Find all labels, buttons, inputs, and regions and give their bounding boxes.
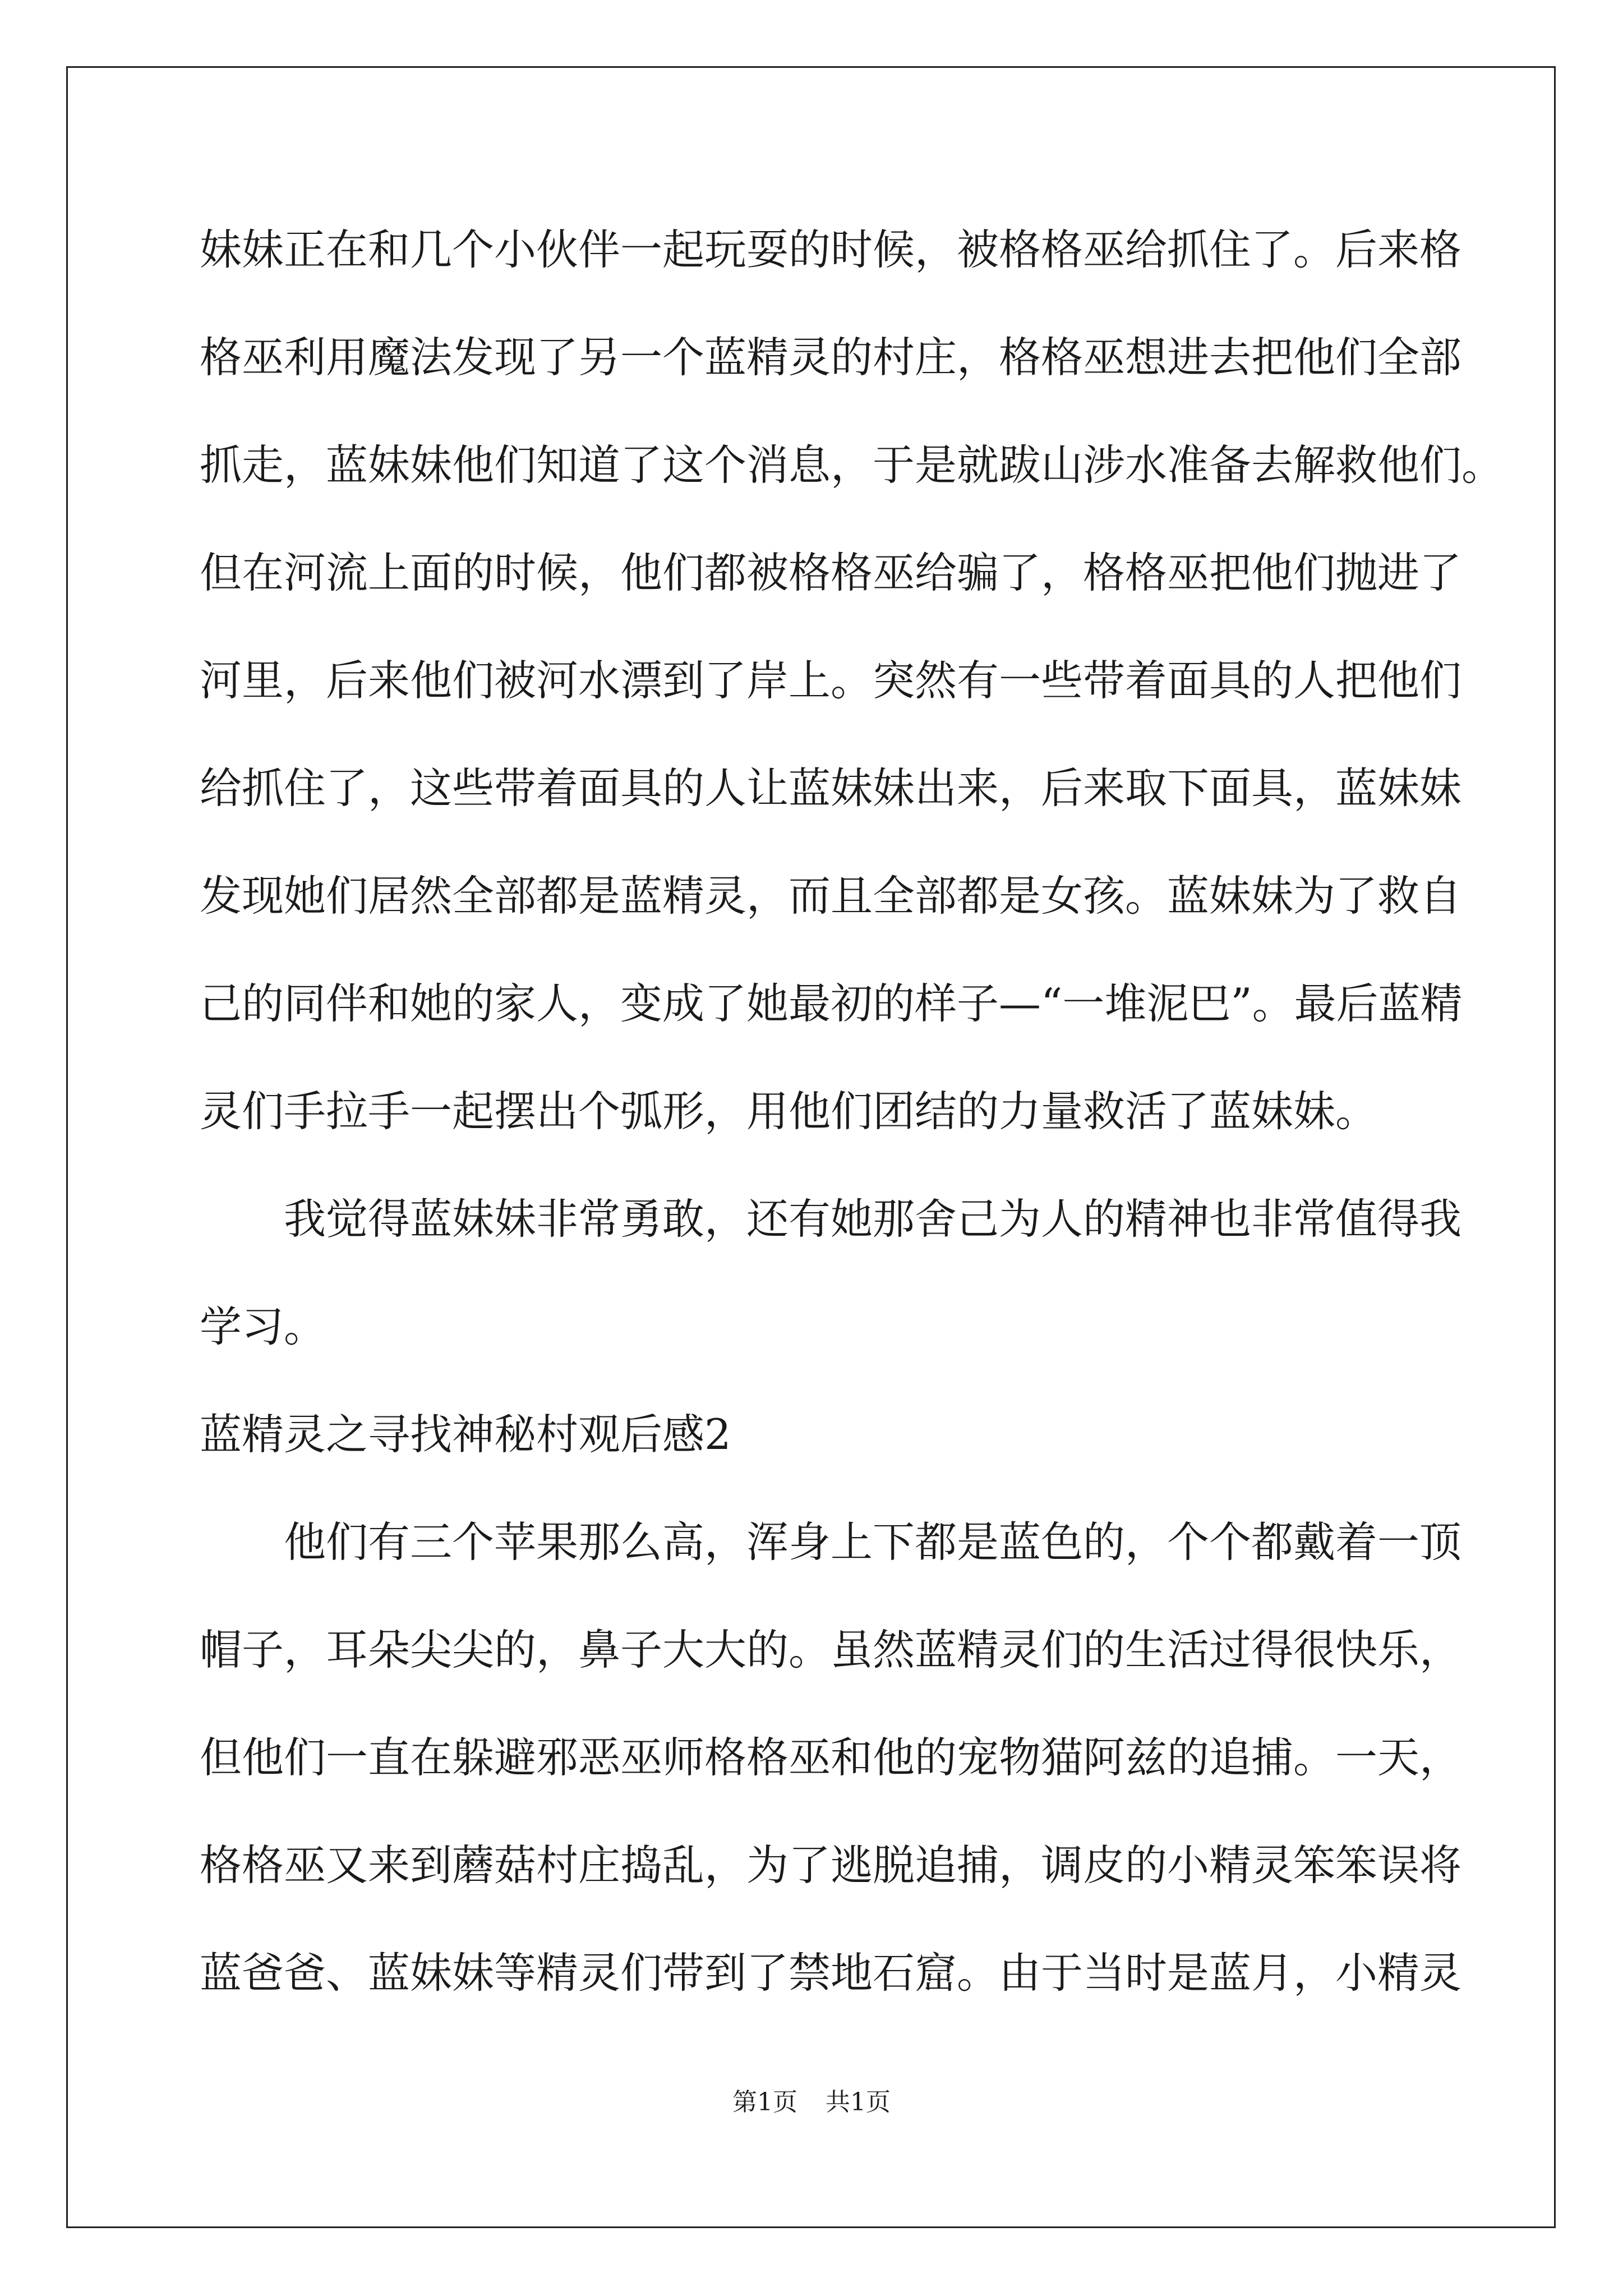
text-line: 但他们一直在躲避邪恶巫师格格巫和他的宠物猫阿兹的追捕。一天， [200,1733,1462,1782]
text-line: 灵们手拉手一起摆出个弧形，用他们团结的力量救活了蓝妹妹。 [200,1087,1378,1136]
text-line: 学习。 [200,1302,326,1351]
text-line: 己的同伴和她的家人，变成了她最初的样子—“一堆泥巴”。最后蓝精 [200,979,1463,1028]
document-body [200,216,1504,2047]
text-line: 妹妹正在和几个小伙伴一起玩耍的时候，被格格巫给抓住了。后来格 [200,225,1462,274]
text-line: 河里，后来他们被河水漂到了岸上。突然有一些带着面具的人把他们 [200,656,1462,705]
text-line: 但在河流上面的时候，他们都被格格巫给骗了，格格巫把他们抛进了 [200,548,1462,597]
text-line: 帽子，耳朵尖尖的，鼻子大大的。虽然蓝精灵们的生活过得很快乐， [200,1625,1462,1674]
text-line: 格格巫又来到蘑菇村庄捣乱，为了逃脱追捕，调皮的小精灵笨笨误将 [200,1841,1462,1890]
paragraph-first-line: 我觉得蓝妹妹非常勇敢，还有她那舍己为人的精神也非常值得我 [284,1194,1462,1244]
page-number-total: 共1页 [826,2088,891,2116]
text-line: 抓走，蓝妹妹他们知道了这个消息，于是就跋山涉水准备去解救他们。 [200,440,1504,490]
text-line: 蓝爸爸、蓝妹妹等精灵们带到了禁地石窟。由于当时是蓝月，小精灵 [200,1948,1462,1998]
text-line: 发现她们居然全部都是蓝精灵，而且全部都是女孩。蓝妹妹为了救自 [200,871,1462,921]
section-heading: 蓝精灵之寻找神秘村观后感2 [200,1410,731,1459]
page-number-current: 第1页 [732,2088,797,2116]
text-line: 给抓住了，这些带着面具的人让蓝妹妹出来，后来取下面具，蓝妹妹 [200,763,1462,813]
text-line: 格巫利用魔法发现了另一个蓝精灵的村庄，格格巫想进去把他们全部 [200,333,1462,382]
paragraph-first-line: 他们有三个苹果那么高，浑身上下都是蓝色的，个个都戴着一顶 [284,1517,1462,1567]
page-footer [0,2086,1623,2119]
